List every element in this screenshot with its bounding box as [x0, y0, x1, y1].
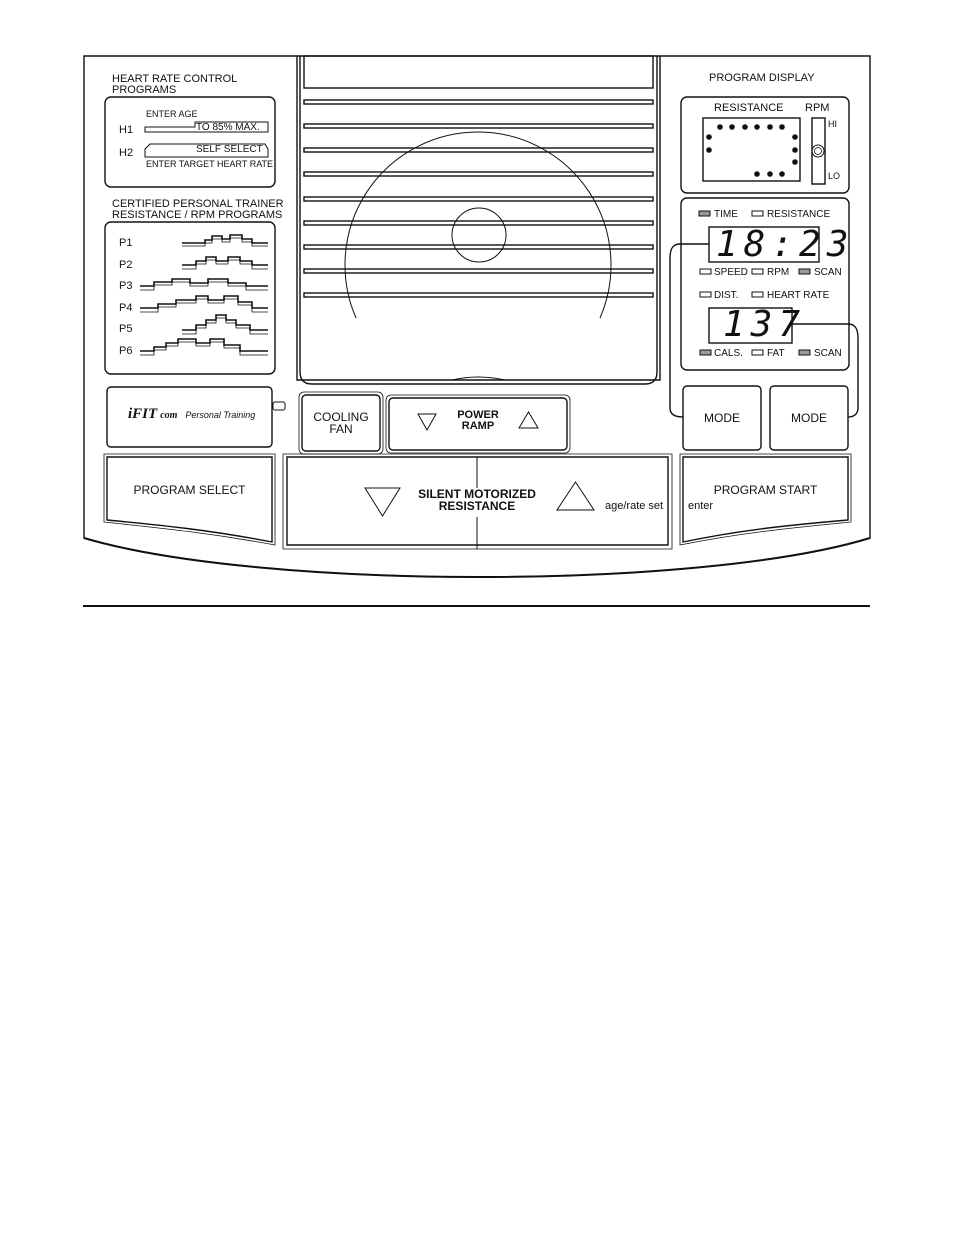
trainer-title-2: RESISTANCE / RPM PROGRAMS [112, 209, 283, 221]
cooling-fan-label-1: COOLING [313, 410, 369, 424]
label-cals: CALS. [714, 348, 743, 359]
power-ramp-label-1: POWER [457, 409, 499, 421]
resistance-dots [706, 124, 798, 177]
mode-right-button[interactable] [770, 386, 848, 450]
mode-right-label: MODE [791, 411, 827, 425]
program-p6: P6 [119, 345, 133, 357]
program-p2: P2 [119, 259, 133, 271]
led-dist [700, 292, 711, 297]
label-heart-rate: HEART RATE [767, 290, 830, 301]
label-time: TIME [714, 209, 738, 220]
page-divider [83, 605, 870, 607]
power-ramp-down-button[interactable] [408, 398, 448, 444]
label-rpm: RPM [767, 267, 790, 278]
heart-rate-title-1: HEART RATE CONTROL [112, 73, 238, 85]
cooling-fan-label-2: FAN [329, 422, 353, 436]
logo-brand: iFIT [128, 406, 158, 422]
led-cals [700, 350, 711, 355]
rpm-hi: HI [828, 119, 837, 129]
h2-enter-target: ENTER TARGET HEART RATE [146, 159, 274, 169]
program-display-title: PROGRAM DISPLAY [709, 72, 815, 84]
rpm-lo: LO [828, 171, 841, 181]
led-time [699, 211, 710, 216]
h2-label: H2 [119, 147, 134, 159]
label-scan-lower: SCAN [814, 348, 842, 359]
program-start-label: PROGRAM START [713, 483, 818, 497]
logo-suffix: com [160, 410, 178, 421]
program-p3: P3 [119, 280, 133, 292]
program-display-rpm: RPM [805, 102, 830, 114]
mode-left-button[interactable] [683, 386, 761, 450]
h1-label: H1 [119, 124, 134, 136]
power-ramp-label [448, 398, 508, 444]
label-resistance: RESISTANCE [767, 209, 831, 220]
h1-target: TO 85% MAX. [196, 122, 260, 133]
power-ramp-label-2: RAMP [461, 420, 495, 432]
label-fat: FAT [767, 348, 785, 359]
program-select-label: PROGRAM SELECT [133, 483, 246, 497]
program-select-button[interactable] [107, 470, 272, 510]
ifit-logo [128, 405, 255, 425]
silent-resistance-label-1: SILENT MOTORIZED [418, 487, 536, 501]
label-speed: SPEED [714, 267, 748, 278]
led-heart-rate [752, 292, 763, 297]
h1-enter-age: ENTER AGE [146, 109, 198, 119]
age-rate-set-label: age/rate set [605, 500, 664, 512]
program-display-resistance: RESISTANCE [714, 102, 784, 114]
program-p4: P4 [119, 302, 133, 314]
enter-label: enter [688, 500, 714, 512]
program-p5: P5 [119, 323, 133, 335]
rpm-bar [812, 118, 825, 184]
led-fat [752, 350, 763, 355]
led-speed [700, 269, 711, 274]
power-ramp-up-button[interactable] [509, 398, 549, 444]
cooling-fan-button[interactable] [302, 395, 380, 451]
led-resistance [752, 211, 763, 216]
label-dist: DIST. [714, 290, 739, 301]
resistance-down-button[interactable] [287, 458, 475, 544]
program-p1: P1 [119, 237, 133, 249]
silent-resistance-label-2: RESISTANCE [438, 499, 516, 513]
time-readout: 18:23 [716, 224, 855, 265]
led-scan-upper [799, 269, 810, 274]
label-scan-upper: SCAN [814, 267, 842, 278]
led-scan-lower [799, 350, 810, 355]
trainer-title-1: CERTIFIED PERSONAL TRAINER [112, 198, 284, 210]
h2-self-select: SELF SELECT [196, 144, 263, 155]
heart-rate-title-2: PROGRAMS [112, 84, 177, 96]
mode-left-label: MODE [704, 411, 740, 425]
logo-tagline: Personal Training [185, 410, 256, 420]
heart-rate-readout: 137 [723, 304, 807, 345]
led-rpm [752, 269, 763, 274]
